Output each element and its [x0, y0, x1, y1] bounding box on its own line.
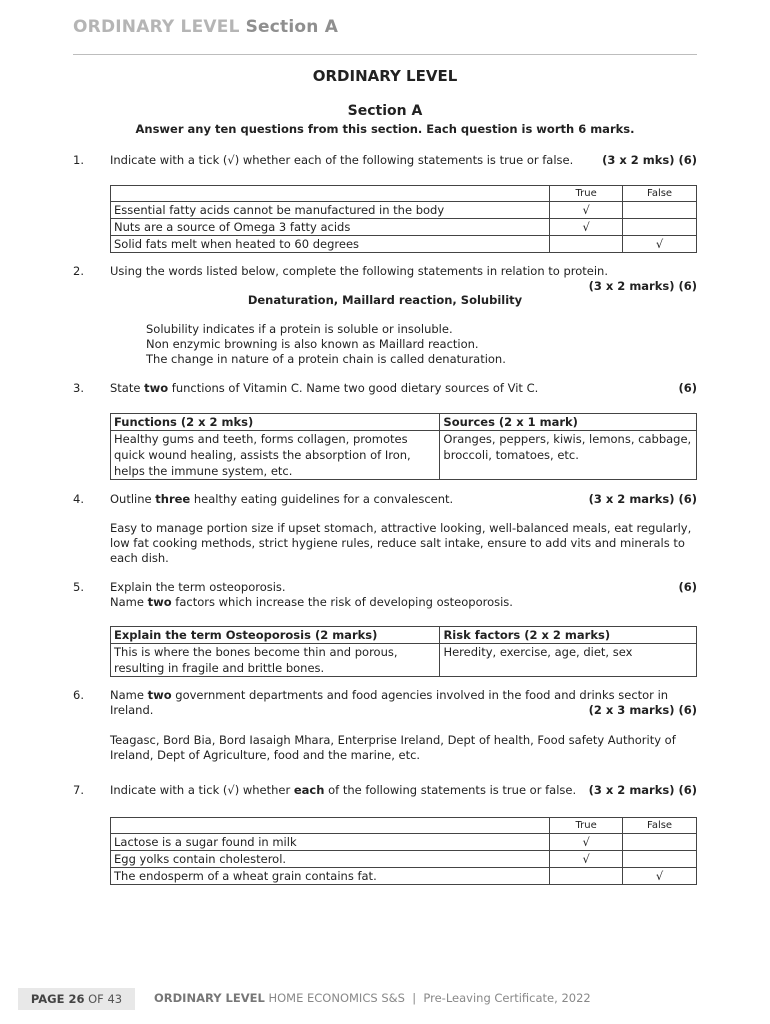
q2-marks: (3 x 2 marks) (6): [588, 279, 697, 293]
q1-table: [110, 185, 697, 253]
q6-answer: Teagasc, Bord Bia, Bord Iasaigh Mhara, Enterprise Ireland, Dept of health, Food safety Authority of Ireland, Dept of Agriculture, food and the marine, etc.: [110, 733, 676, 762]
col-false: False: [623, 818, 697, 834]
page-number-badge: [18, 988, 135, 1010]
statement-cell: Essential fatty acids cannot be manufactured in the body: [111, 202, 550, 219]
q2-answer-2: Non enzymic browning is also known as Maillard reaction.: [146, 337, 479, 351]
statement-cell: Lactose is a sugar found in milk: [111, 834, 550, 851]
q6-number: 6.: [73, 688, 84, 702]
false-cell: [623, 202, 697, 219]
header-section: Section A: [245, 17, 339, 37]
q2-text: Using the words listed below, complete the following statements in relation to protein.: [110, 264, 608, 278]
col-sources: Sources (2 x 1 mark): [440, 414, 697, 431]
true-cell: [550, 236, 623, 253]
running-footer: [154, 991, 591, 1005]
col-false: False: [623, 186, 697, 202]
table-header-row: [111, 627, 697, 644]
q2-answer-1: Solubility indicates if a protein is soluble or insoluble.: [146, 322, 453, 336]
false-cell: √: [623, 868, 697, 885]
functions-cell: Healthy gums and teeth, forms collagen, promotes quick wound healing, assists the absorption of Iron, helps the immune system, etc.: [111, 431, 440, 480]
page-label: PAGE 26: [30, 992, 85, 1006]
q7-number: 7.: [73, 783, 84, 797]
table-row: [111, 868, 697, 885]
q1-number: 1.: [73, 153, 84, 167]
section-title: Section A: [347, 103, 423, 119]
col-functions: Functions (2 x 2 mks): [111, 414, 440, 431]
true-cell: √: [550, 834, 623, 851]
false-cell: [623, 834, 697, 851]
table-header-row: [111, 186, 697, 202]
table-header-row: [111, 818, 697, 834]
page-title: ORDINARY LEVEL: [312, 67, 458, 85]
page-total: OF 43: [88, 992, 123, 1006]
col-true: True: [550, 186, 623, 202]
sources-cell: Oranges, peppers, kiwis, lemons, cabbage, broccoli, tomatoes, etc.: [440, 431, 697, 480]
running-header: [73, 17, 338, 37]
statement-cell: Egg yolks contain cholesterol.: [111, 851, 550, 868]
true-cell: [550, 868, 623, 885]
q4-text: Outline three healthy eating guidelines for a convalescent.: [110, 492, 454, 506]
q4-number: 4.: [73, 492, 84, 506]
false-cell: [623, 219, 697, 236]
table-row: [111, 431, 697, 480]
q2-number: 2.: [73, 264, 84, 278]
footer-exam: Pre-Leaving Certificate, 2022: [423, 991, 591, 1005]
q3-marks: (6): [678, 381, 697, 395]
q5-text-1: Explain the term osteoporosis.: [110, 580, 286, 594]
header-divider: [73, 54, 697, 55]
q5-text-2: Name two factors which increase the risk of developing osteoporosis.: [110, 595, 513, 609]
table-row: [111, 834, 697, 851]
false-cell: [623, 851, 697, 868]
table-row: [111, 236, 697, 253]
q4-answer: Easy to manage portion size if upset stomach, attractive looking, well-balanced meals, eat regularly, low fat cooking methods, strict hygiene rules, reduce salt intake, ensure to add vits and minerals to each dish.: [110, 521, 692, 565]
q3-text: State two functions of Vitamin C. Name two good dietary sources of Vit C.: [110, 381, 539, 395]
q7-marks: (3 x 2 marks) (6): [588, 783, 697, 797]
q6-marks: (2 x 3 marks) (6): [588, 703, 697, 717]
q5-number: 5.: [73, 580, 84, 594]
q5-marks: (6): [678, 580, 697, 594]
table-row: [111, 202, 697, 219]
col-true: True: [550, 818, 623, 834]
q3-table: [110, 413, 697, 480]
q7-text: Indicate with a tick (√) whether each of the following statements is true or false.: [110, 783, 577, 797]
footer-separator: |: [412, 991, 417, 1005]
q4-marks: (3 x 2 marks) (6): [588, 492, 697, 506]
table-row: [111, 644, 697, 677]
table-header-row: [111, 414, 697, 431]
q7-table: [110, 817, 697, 885]
true-cell: √: [550, 202, 623, 219]
explain-cell: This is where the bones become thin and porous, resulting in fragile and brittle bones.: [111, 644, 440, 677]
statement-cell: Nuts are a source of Omega 3 fatty acids: [111, 219, 550, 236]
section-instruction: Answer any ten questions from this section. Each question is worth 6 marks.: [135, 122, 635, 136]
table-row: [111, 851, 697, 868]
q2-answer-3: The change in nature of a protein chain is called denaturation.: [146, 352, 506, 366]
q2-word-list: Denaturation, Maillard reaction, Solubility: [247, 293, 523, 307]
false-cell: √: [623, 236, 697, 253]
footer-subject: HOME ECONOMICS S&S: [268, 991, 405, 1005]
true-cell: √: [550, 219, 623, 236]
header-level: ORDINARY LEVEL: [73, 17, 240, 37]
footer-level: ORDINARY LEVEL: [154, 991, 265, 1005]
risk-factors-cell: Heredity, exercise, age, diet, sex: [440, 644, 697, 677]
q6-text: Name two government departments and food agencies involved in the food and drinks sector in Ireland.: [110, 688, 669, 717]
q1-marks: (3 x 2 mks) (6): [602, 153, 697, 167]
q5-table: [110, 626, 697, 677]
col-risk-factors: Risk factors (2 x 2 marks): [440, 627, 697, 644]
col-explain: Explain the term Osteoporosis (2 marks): [111, 627, 440, 644]
statement-cell: Solid fats melt when heated to 60 degrees: [111, 236, 550, 253]
q3-number: 3.: [73, 381, 84, 395]
true-cell: √: [550, 851, 623, 868]
statement-cell: The endosperm of a wheat grain contains fat.: [111, 868, 550, 885]
table-row: [111, 219, 697, 236]
q1-text: Indicate with a tick (√) whether each of the following statements is true or false.: [110, 153, 574, 167]
